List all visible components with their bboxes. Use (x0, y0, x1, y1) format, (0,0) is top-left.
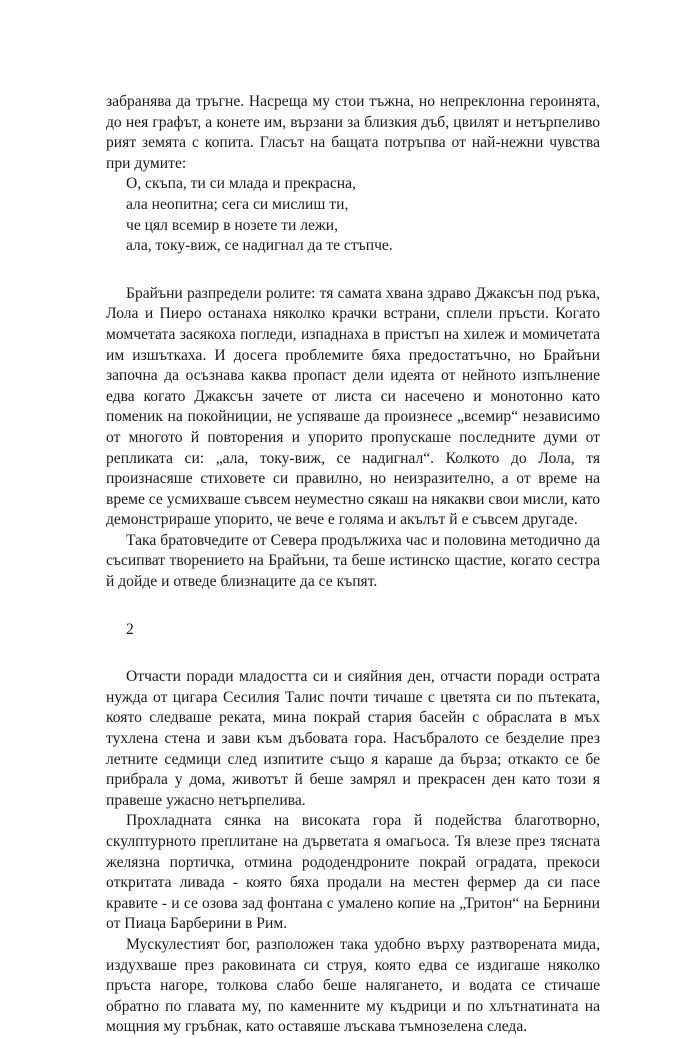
section-spacer (106, 640, 600, 667)
paragraph-1: забранява да тръгне. Насреща му стои тъжна, но непреклонна героинята, до нея графът, а конете им, вързани за близкия дъб, цвилят и нетърпеливо рият земята с копита. Гласът на бащата потръпва от най-нежни чувства при думите: (106, 93, 600, 172)
paragraph-2: Брайъни разпредели ролите: тя самата хвана здраво Джаксън под ръка, Лола и Пиеро останаха няколко крачки встрани, сплели пръсти. Когато момчетата засякоха погледи, изпаднаха в пристъп на хилеж и момичетата им изшъткаха. И досега проблемите бяха предостатъчно, но Брайъни започна да осъзнава каква пропаст дели идеята от нейното изпълнение едва когато Джаксън зачете от листа си насечено и монотонно като поменик на покойниции, не успяваше да произнесе „всемир“ независимо от многото й повторения и упорито пропускаше последните думи от репликата си: „ала, току-виж, се надигнал“. Колкото до Лола, тя произнасяше стиховете си правилно, но неизразително, а от време на време се усмихваше съвсем неуместно сякаш на някакви свои мисли, като демонстрираше упорито, че вече е голяма и акълът й е съвсем другаде. (106, 284, 600, 529)
paragraph-3: Така братовчедите от Севера продължиха час и половина методично да съсипват творението на Брайъни, та беше истинско щастие, когато сестра й дойде и отведе близнаците да се къпят. (106, 531, 600, 591)
page-content (106, 92, 600, 1038)
paragraph-5: Прохладната сянка на високата гора й подейства благотворно, скулптурното преплитане на дърветата я омагьоса. Тя влезе през тясната желязна портичка, отмина рододендроните покрай оградата, прекоси откритата ливада - която бяха продали на местен фермер да си пасе кравите - и се озова зад фонтана с умалено копие на „Тритон“ на Бернини от Пиаца Барберини в Рим. (106, 812, 600, 933)
chapter-number: 2 (126, 620, 134, 638)
paragraph-4: Отчасти поради младостта си и сияйния ден, отчасти поради острата нужда от цигара Сесилия Талис почти тичаше с цветята си по пътеката, която следваше реката, мина покрай стария басейн с обраслата в мъх тухлена стена и зави към дъбовата гора. Насъбралото се безделие през летните седмици след изпитите също я караше да бърза; откакто се бе прибрала у дома, животът й беше замрял и прекрасен ден като този я правеше ужасно нетърпелива. (106, 668, 600, 809)
section-spacer (106, 593, 600, 620)
verse-block (106, 174, 600, 256)
paragraph-6: Мускулестият бог, разположен така удобно върху разтворената мида, издухваше през раковината си струя, която едва се издигаше няколко пръста нагоре, толкова слабо беше налягането, и водата се стичаше обратно по главата му, по каменните му къдрици и по хлътнатината на мощния му гръбнак, като оставяше лъскава тъмнозелена следа. (106, 935, 600, 1036)
verse-line-3: че цял всемир в нозете ти лежи, (126, 216, 338, 234)
verse-line-4: ала, току-виж, се надигнал да те стъпче. (126, 237, 393, 255)
verse-line-2: ала неопитна; сега си мислиш ти, (126, 195, 349, 213)
verse-line-1: О, скъпа, ти си млада и прекрасна, (126, 175, 356, 193)
section-spacer (106, 257, 600, 284)
